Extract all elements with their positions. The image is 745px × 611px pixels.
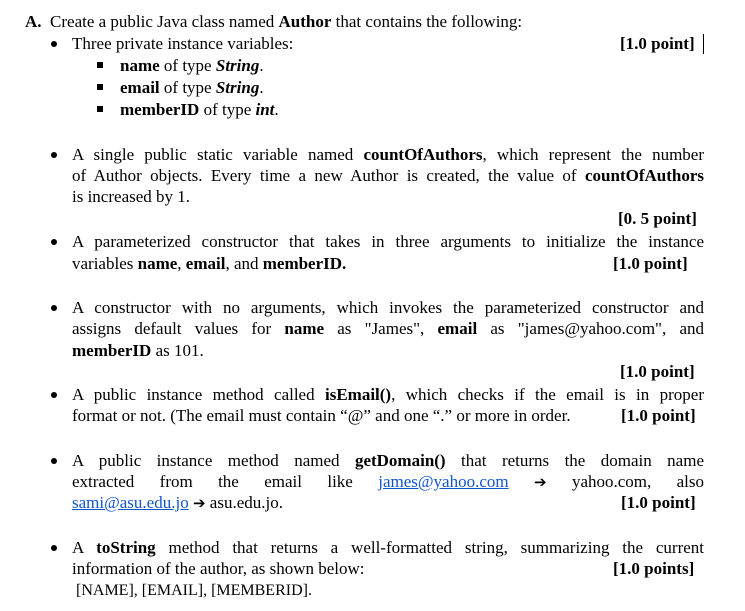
item6-line1 (72, 450, 704, 471)
method-name: getDomain() (354, 451, 446, 470)
item7-line1 (72, 537, 704, 558)
method-name: isEmail() (324, 385, 392, 404)
text-span: , (177, 254, 186, 273)
square-bullet-icon (97, 84, 103, 90)
item4-line2 (72, 318, 704, 339)
arrow-right-icon: ➔ (192, 494, 206, 512)
var-name-line (120, 55, 264, 76)
text-span: , which checks if the email is in proper (391, 385, 704, 404)
section-heading (25, 11, 522, 32)
bullet-icon (51, 239, 57, 245)
bullet-icon (51, 152, 57, 158)
text-span: , which represent the number (482, 145, 705, 164)
bold-term: name (137, 254, 178, 273)
var-name: email (120, 78, 160, 97)
text-span: A public instance method called (72, 385, 325, 404)
var-of-type: of type (159, 56, 216, 75)
text-span: variables (72, 254, 138, 273)
text-span: , and (225, 254, 263, 273)
var-end: . (259, 78, 264, 97)
text-span: A (72, 538, 97, 557)
item4-points: [1.0 point] (620, 362, 695, 381)
text-span: as "james@yahoo.com", and (477, 319, 704, 338)
bold-term: name (284, 319, 325, 338)
tostring-format: [NAME], [EMAIL], [MEMBERID]. (76, 582, 312, 599)
item7-points: [1.0 points] (613, 559, 695, 578)
square-bullet-icon (97, 106, 103, 112)
item4-line1: A constructor with no arguments, which invokes the parameterized constructor and (72, 298, 704, 317)
var-type: int (255, 100, 275, 119)
item3-line1: A parameterized constructor that takes in three arguments to initialize the instance (72, 232, 704, 251)
var-end: . (259, 56, 264, 75)
item2-line2 (72, 165, 704, 186)
text-span: as "James", (324, 319, 438, 338)
text-span: assigns default values for (72, 319, 285, 338)
email-link-james[interactable]: james@yahoo.com (378, 472, 509, 491)
text-span: of Author objects. Every time a new Author is created, the value of (72, 166, 585, 185)
item2-line1 (72, 144, 704, 165)
text-span: A public instance method named (72, 451, 355, 470)
item5-line1 (72, 384, 704, 405)
bullet-icon (51, 41, 57, 47)
var-of-type: of type (159, 78, 216, 97)
item4-line3 (72, 340, 204, 361)
item6-line3 (72, 492, 283, 514)
item6-line2 (72, 471, 704, 493)
var-end: . (274, 100, 279, 119)
text-span: A single public static variable named (72, 145, 364, 164)
item6-points: [1.0 point] (621, 493, 696, 512)
bullet-icon (51, 458, 57, 464)
heading-text-pre: Create a public Java class named (50, 12, 279, 31)
static-var-name: countOfAuthors (584, 166, 704, 185)
var-name: memberID (120, 100, 200, 119)
item2-line3: is increased by 1. (72, 187, 191, 206)
bullet-icon (51, 545, 57, 551)
bold-term: email (437, 319, 478, 338)
method-name: toString (96, 538, 156, 557)
bold-term: email (185, 254, 226, 273)
text-span: method that returns a well-formatted string, summarizing the current (155, 538, 704, 557)
item3-points: [1.0 point] (613, 254, 688, 273)
item5-line2: format or not. (The email must contain “@” and one “.” or more in order. (72, 406, 571, 425)
square-bullet-icon (97, 62, 103, 68)
item7-line2: information of the author, as shown below: (72, 559, 365, 578)
bold-term: memberID (72, 341, 152, 360)
var-type: String (215, 78, 260, 97)
var-email-line (120, 77, 264, 98)
bullet-icon (51, 305, 57, 311)
text-span: yahoo.com, also (571, 472, 705, 491)
var-memberid-line (120, 99, 279, 120)
text-span: asu.edu.jo. (205, 493, 283, 512)
text-span: as 101. (151, 341, 204, 360)
bullet-icon (51, 392, 57, 398)
static-var-name: countOfAuthors (363, 145, 483, 164)
item5-points: [1.0 point] (621, 406, 696, 425)
item1-points: [1.0 point] (620, 34, 695, 53)
var-type: String (215, 56, 260, 75)
item3-line2 (72, 253, 346, 274)
text-cursor (703, 34, 704, 54)
var-name: name (120, 56, 160, 75)
bold-term: memberID. (262, 254, 347, 273)
heading-text-post: that contains the following: (331, 12, 523, 31)
text-span: that returns the domain name (445, 451, 704, 470)
email-link-sami[interactable]: sami@asu.edu.jo (72, 493, 189, 512)
var-of-type: of type (199, 100, 256, 119)
item2-points: [0. 5 point] (618, 209, 697, 228)
text-span: extracted from the email like (72, 472, 379, 491)
class-name: Author (278, 12, 332, 31)
item1-text: Three private instance variables: (72, 34, 294, 53)
arrow-right-icon: ➔ (533, 473, 547, 491)
section-label: A. (25, 12, 42, 31)
